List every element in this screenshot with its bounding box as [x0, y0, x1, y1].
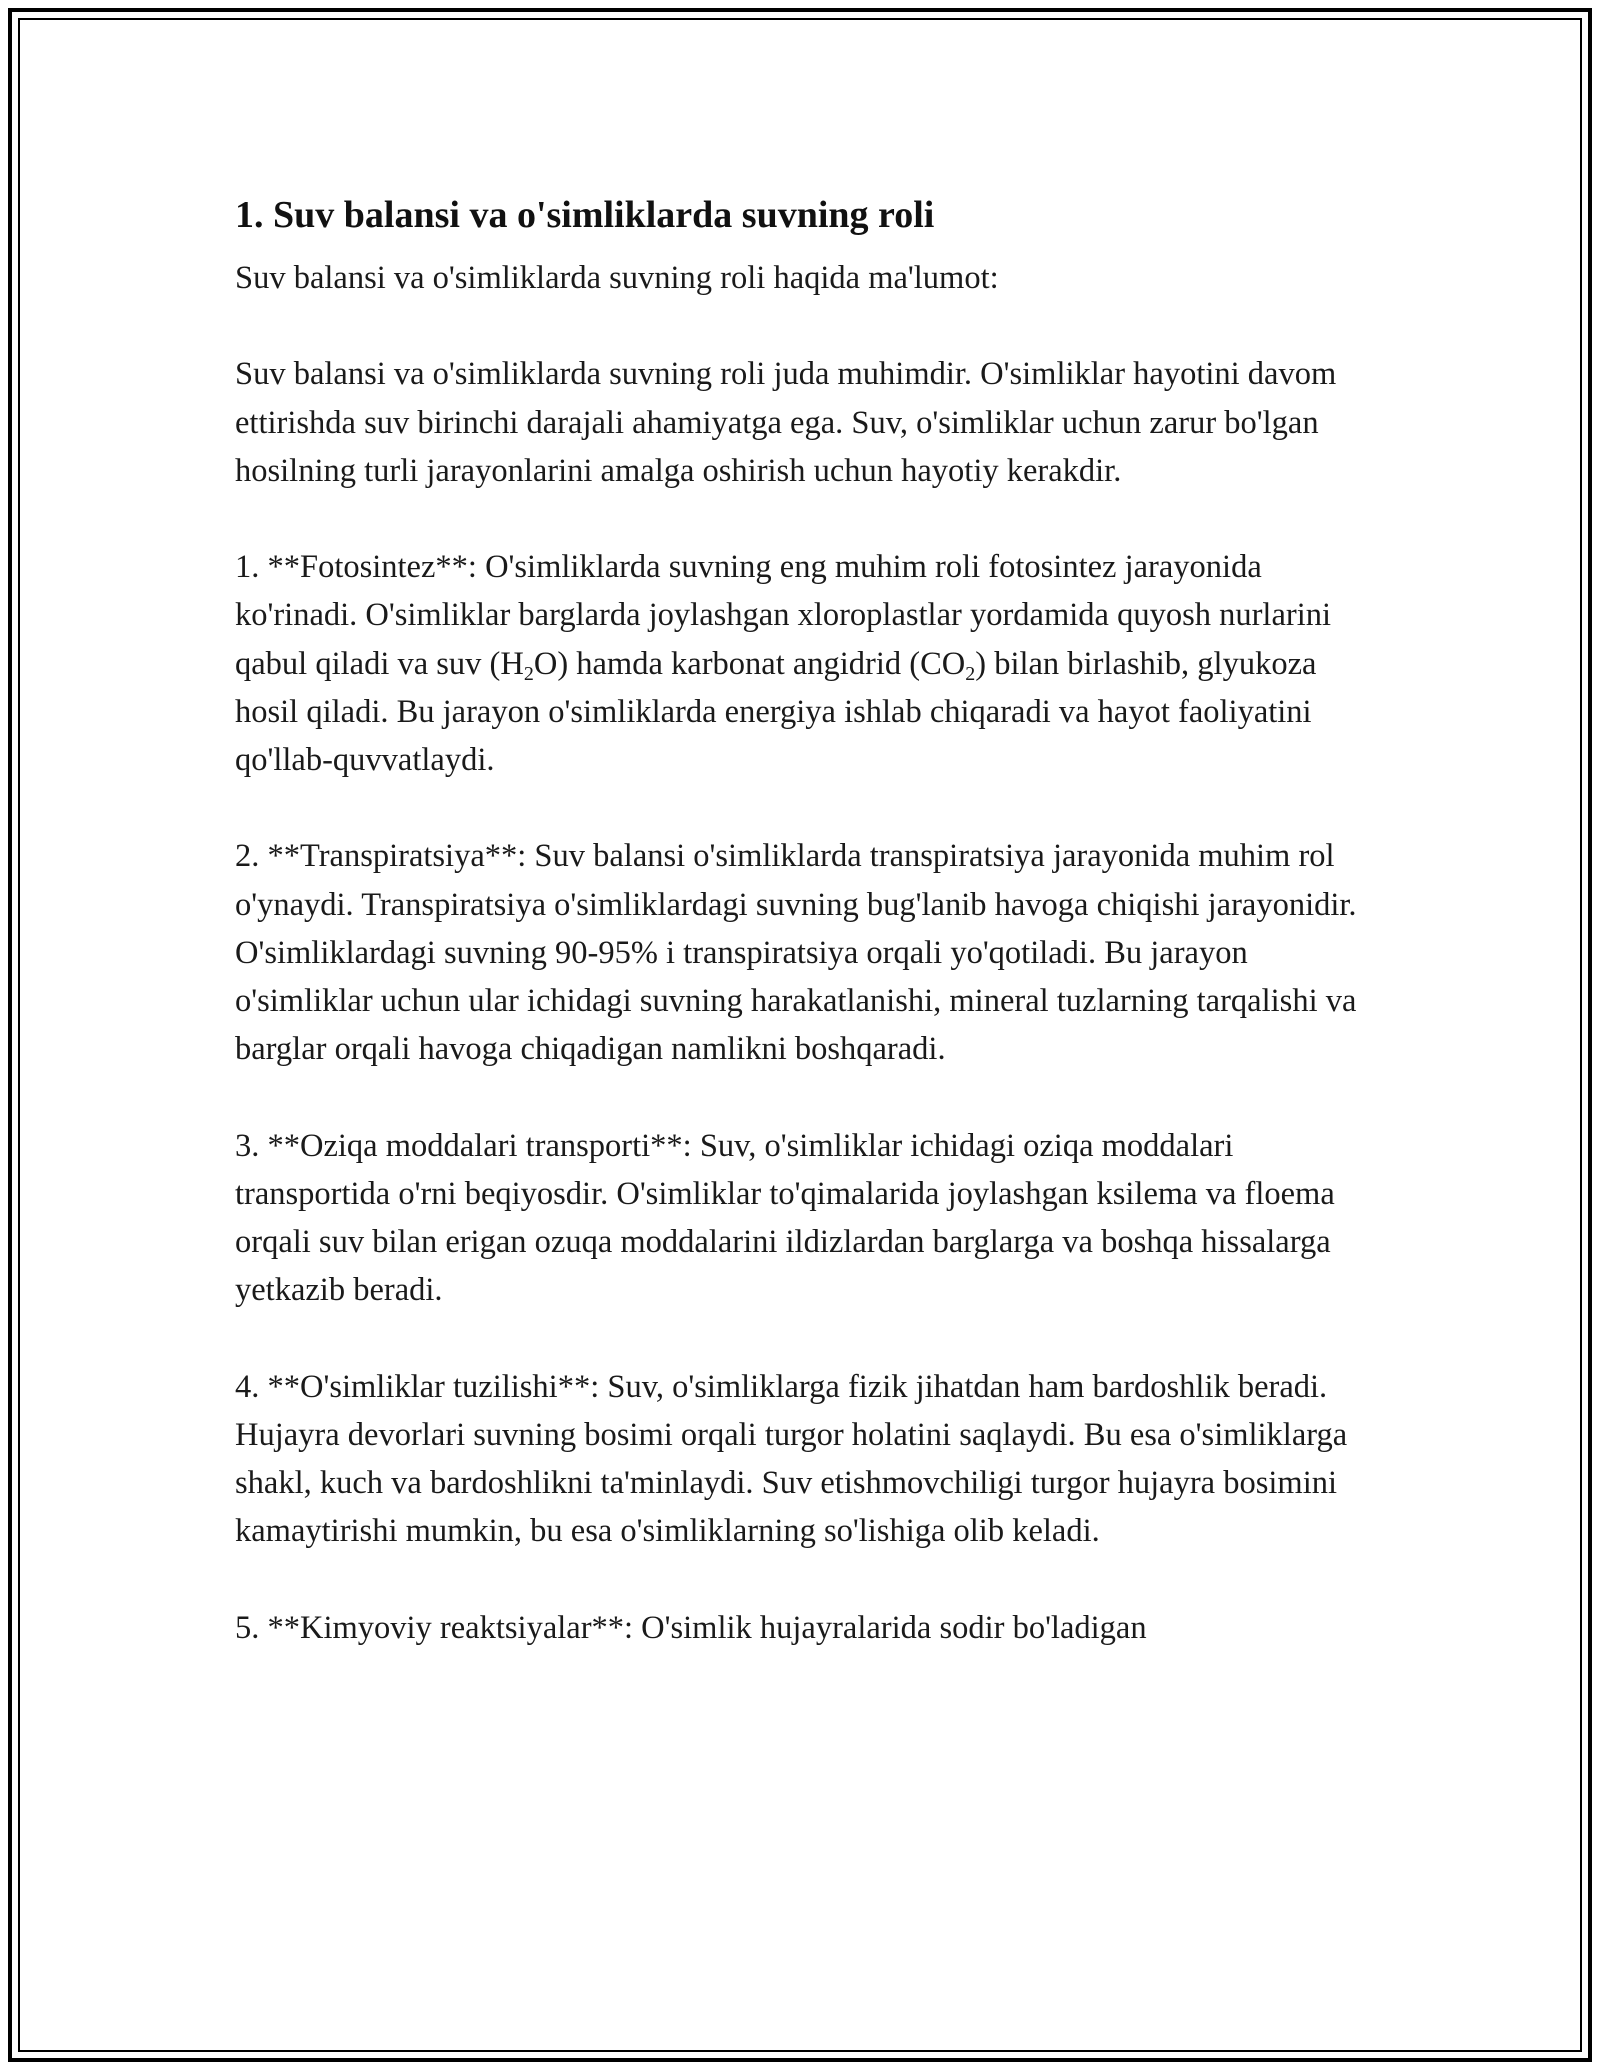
paragraph-gap: [235, 1555, 1375, 1603]
paragraph-gap: [235, 784, 1375, 832]
list-item-chemical-reactions: 5. **Kimyoviy reaktsiyalar**: O'simlik hujayralarida sodir bo'ladigan: [235, 1609, 1147, 1646]
section-heading: 1. Suv balansi va o'simliklarda suvning roli: [235, 194, 935, 236]
paragraph-gap: [235, 1314, 1375, 1362]
photosynthesis-text-2: O) hamda karbonat angidrid (CO: [533, 645, 966, 682]
paragraph-gap: [235, 495, 1375, 543]
subscript-2: 2: [523, 662, 534, 685]
paragraph-gap: [235, 1073, 1375, 1121]
intro-paragraph: Suv balansi va o'simliklarda suvning roli juda muhimdir. O'simliklar hayotini davom ettirishda suv birinchi darajali ahamiyatga ega. Suv, o'simliklar uchun zarur bo'lgan hosilning turli jarayonlarini amalga oshirish uchun hayotiy kerakdir.: [235, 356, 1337, 489]
subscript-2: 2: [965, 662, 976, 685]
intro-line: Suv balansi va o'simliklarda suvning roli haqida ma'lumot:: [235, 260, 999, 296]
list-item-transpiration: 2. **Transpiratsiya**: Suv balansi o'simliklarda transpiratsiya jarayonida muhim rol o'ynaydi. Transpiratsiya o'simliklardagi suvning bug'lanib havoga chiqishi jarayonidir. O'simliklardagi suvning 90-95% i transpiratsiya orqali yo'qotiladi. Bu jarayon o'simliklar uchun ular ichidagi suvning harakatlanishi, mineral tuzlarning tarqalishi va barglar orqali havoga chiqadigan namlikni boshqaradi.: [235, 838, 1357, 1068]
photosynthesis-text-3: ) bilan birlashib, glyukoza hosil qiladi. Bu jarayon o'simliklarda energiya ishlab chiqaradi va hayot faoliyatini qo'llab-quvvatlaydi.: [235, 645, 1317, 778]
list-item-photosynthesis: [235, 543, 1375, 784]
list-item-plant-structure: 4. **O'simliklar tuzilishi**: Suv, o'simliklarga fizik jihatdan ham bardoshlik beradi. Hujayra devorlari suvning bosimi orqali turgor holatini saqlaydi. Bu esa o'simliklarga shakl, kuch va bardoshlikni ta'minlaydi. Suv etishmovchiligi turgor hujayra bosimini kamaytirishi mumkin, bu esa o'simliklarning so'lishiga olib keladi.: [235, 1368, 1348, 1550]
document-body: [235, 190, 1375, 1652]
photosynthesis-text-1: 1. **Fotosintez**: O'simliklarda suvning eng muhim roli fotosintez jarayonida ko'rinadi. O'simliklar barglarda joylashgan xloroplastlar yordamida quyosh nurlarini qabul qiladi va suv (H: [235, 549, 1332, 682]
list-item-nutrient-transport: 3. **Oziqa moddalari transporti**: Suv, o'simliklar ichidagi oziqa moddalari transportida o'rni beqiyosdir. O'simliklar to'qimalarida joylashgan ksilema va floema orqali suv bilan erigan ozuqa moddalarini ildizlardan barglarga va boshqa hissalarga yetkazib beradi.: [235, 1127, 1335, 1309]
paragraph-gap: [235, 302, 1375, 350]
